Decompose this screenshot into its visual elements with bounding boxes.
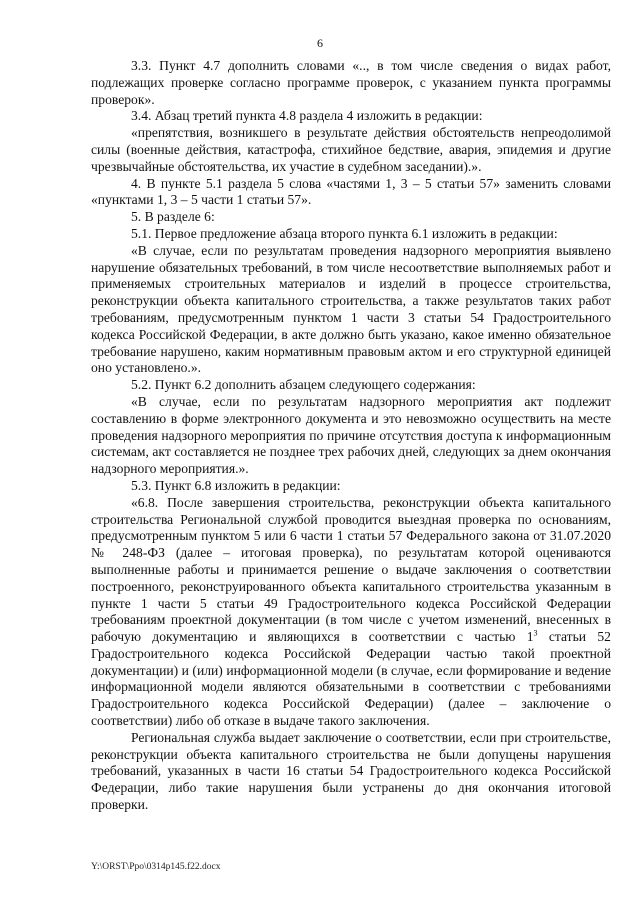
paragraph-5-3: 5.3. Пункт 6.8 изложить в редакции: bbox=[131, 477, 341, 493]
paragraph-4: 4. В пункте 5.1 раздела 5 слова «частями 1, 3 – 5 статьи 57» заменить словами «пунктами 1, 3 – 5 части 1 статьи 57». bbox=[91, 175, 611, 208]
paragraph-3-3: 3.3. Пункт 4.7 дополнить словами «.., в том числе сведения о видах работ, подлежащих проверке согласно программе проверок, с указанием пункта программы проверок». bbox=[91, 58, 611, 107]
paragraph-5-1: 5.1. Первое предложение абзаца второго пункта 6.1 изложить в редакции: bbox=[131, 225, 558, 241]
paragraph-3-4: 3.4. Абзац третий пункта 4.8 раздела 4 изложить в редакции: bbox=[131, 108, 483, 124]
quote-6-1: «В случае, если по результатам проведения надзорного мероприятия выявлено нарушение обязательных требований, в том числе несоответствие выполняемых работ и применяемых строительных материалов и изделий в процессе строительства, реконструкции объекта капитального строительства, а также результатов таких работ требованиям, предусмотренным пунктом 1 части 3 статьи 54 Градостроительного кодекса Российской Федерации, в акте должно быть указано, какое именно обязательное требование нарушено, каким нормативным правовым актом и его структурной единицей оно установлено.». bbox=[91, 242, 611, 376]
document-body bbox=[91, 58, 611, 814]
quote-6-2: «В случае, если по результатам надзорного мероприятия акт подлежит составлению в форме электронного документа и это невозможно осуществить на месте проведения надзорного мероприятия по причине отсутствия доступа к информационным системам, акт составляется не позднее трех рабочих дней, следующих за днем окончания надзорного мероприятия.». bbox=[91, 393, 611, 477]
paragraph-final: Региональная служба выдает заключение о соответствии, если при строительстве, реконструкции объекта капитального строительства не были допущены нарушения требований, указанных в части 16 статьи 54 Градостроительного кодекса Российской Федерации, либо такие нарушения были устранены до дня окончания итоговой проверки. bbox=[91, 729, 611, 813]
superscript-3: 3 bbox=[533, 628, 538, 638]
paragraph-5: 5. В разделе 6: bbox=[131, 209, 215, 225]
quote-6-8-part1: «6.8. После завершения строительства, реконструкции объекта капитального строительства Региональной службой проводится выездная проверка по основаниям, предусмотренным пунктом 5 или 6 части 1 статьи 57 Федерального закона от 31.07.2020 № 248-ФЗ (далее – итоговая проверка), по результатам которой оцениваются выполненные работы и принимается решение о выдаче заключения о соответствии построенного, реконструированного объекта капитального строительства указанным в пункте 1 части 5 статьи 49 Градостроительного кодекса Российской Федерации требованиям проектной документации (в том числе с учетом изменений, внесенных в рабочую документацию и являющихся в соответствии с частью 1 bbox=[91, 494, 611, 645]
paragraph-5-2: 5.2. Пункт 6.2 дополнить абзацем следующего содержания: bbox=[131, 377, 476, 393]
quote-4-8: «препятствия, возникшего в результате действия обстоятельств непреодолимой силы (военные действия, катастрофа, стихийное бедствие, авария, эпидемия и другие чрезвычайные обстоятельства, их участие в судебном заседании).». bbox=[91, 125, 611, 174]
quote-6-8 bbox=[91, 495, 611, 730]
file-path-footer: Y:\ORST\Ppo\0314p145.f22.docx bbox=[91, 862, 221, 872]
page-number: 6 bbox=[317, 36, 323, 50]
quote-6-8-part2: статьи 52 Градостроительного кодекса Российской Федерации частью такой проектной документации) и (или) информационной модели (в случае, если формирование и ведение информационной модели являются обязательными в соответствии с требованиями Градостроительного кодекса Российской Федерации) (далее – заключение о соответствии) либо об отказе в выдаче такого заключения. bbox=[91, 629, 611, 729]
